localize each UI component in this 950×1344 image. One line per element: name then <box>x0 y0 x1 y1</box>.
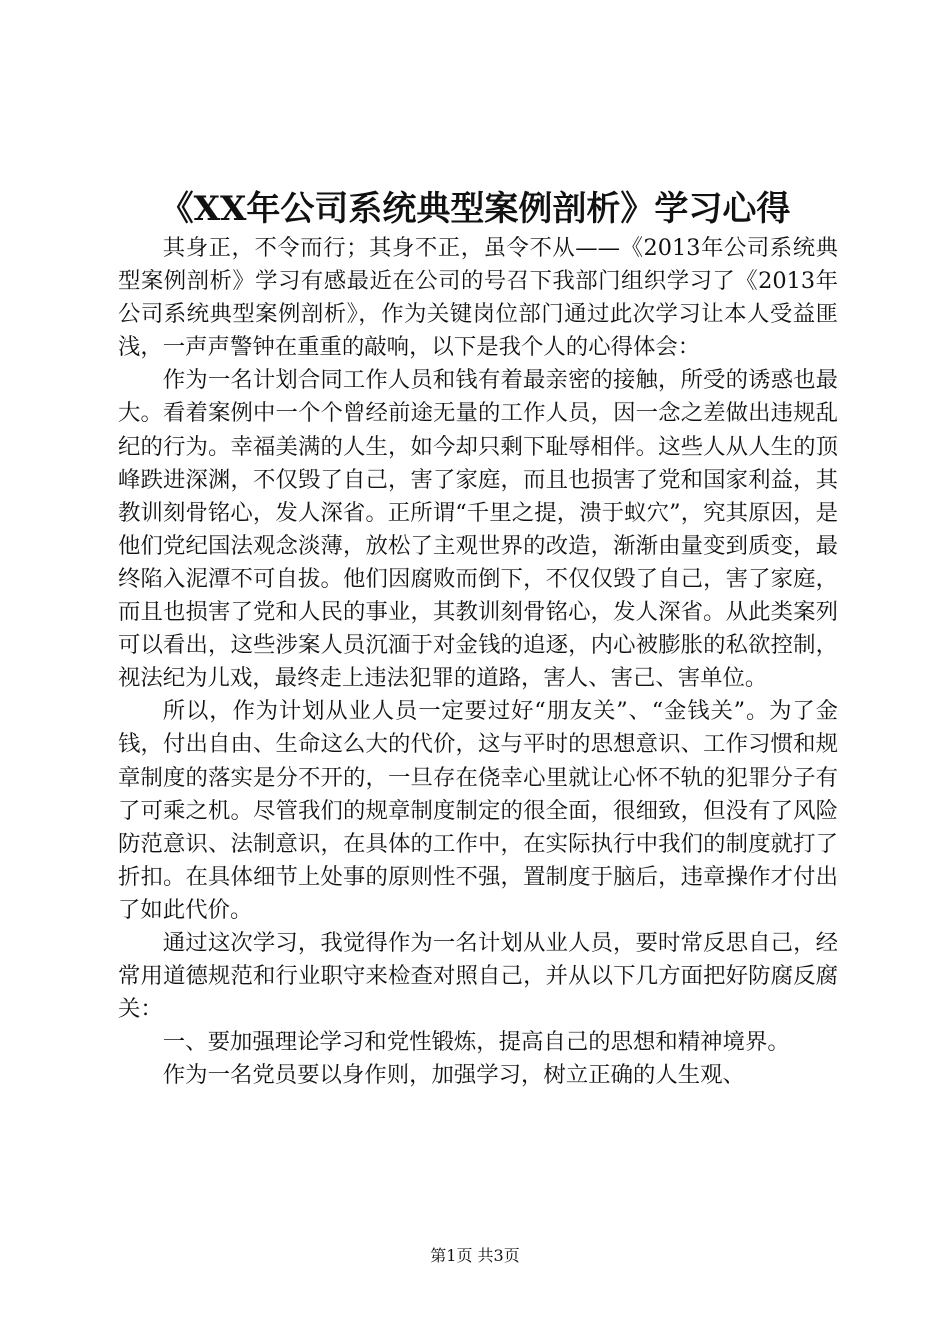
paragraph-section-one-heading: 一、要加强理论学习和党性锻炼，提高自己的思想和精神境界。 <box>162 1029 790 1056</box>
paragraph-intro: 其身正，不令而行；其身不正，虽令不从——《2013年公司系统典型案例剖析》学习有感最近在公司的号召下我部门组织学习了《2013年公司系统典型案例剖析》，作为关键岗位部门通过此次学习让本人受益匪浅，一声声警钟在重重的敲响，以下是我个人的心得体会： <box>118 235 838 361</box>
paragraph-lessons: 所以，作为计划从业人员一定要过好“朋友关”、“金钱关”。为了金钱，付出自由、生命这么大的代价，这与平时的思想意识、工作习惯和规章制度的落实是分不开的，一旦存在侥幸心里就让心怀不轨的犯罪分子有了可乘之机。尽管我们的规章制度制定的很全面，很细致，但没有了风险防范意识、法制意识，在具体的工作中，在实际执行中我们的制度就打了折扣。在具体细节上处事的原则性不强，置制度于脑后，违章操作才付出了如此代价。 <box>118 698 838 923</box>
page-number-footer: 第1页 共3页 <box>430 1246 520 1265</box>
paragraph-section-one-body: 作为一名党员要以身作则，加强学习，树立正确的人生观、 <box>162 1062 745 1089</box>
document-body <box>118 232 838 1092</box>
document-title: 《XX年公司系统典型案例剖析》学习心得 <box>159 189 791 229</box>
paragraph-measures-intro: 通过这次学习，我觉得作为一名计划从业人员，要时常反思自己，经常用道德规范和行业职守来检查对照自己，并从以下几方面把好防腐反腐关： <box>118 929 838 1023</box>
paragraph-reflection: 作为一名计划合同工作人员和钱有着最亲密的接触，所受的诱惑也最大。看着案例中一个个曾经前途无量的工作人员，因一念之差做出违规乱纪的行为。幸福美满的人生，如今却只剩下耻辱相伴。这些人从人生的顶峰跌进深渊，不仅毁了自己，害了家庭，而且也损害了党和国家利益，其教训刻骨铭心，发人深省。正所谓“千里之提，溃于蚁穴”，究其原因，是他们党纪国法观念淡薄，放松了主观世界的改造，渐渐由量变到质变，最终陷入泥潭不可自拔。他们因腐败而倒下，不仅仅毁了自己，害了家庭，而且也损害了党和人民的事业，其教训刻骨铭心，发人深省。从此类案列可以看出，这些涉案人员沉湎于对金钱的追逐，内心被膨胀的私欲控制，视法纪为儿戏，最终走上违法犯罪的道路，害人、害己、害单位。 <box>118 367 838 692</box>
